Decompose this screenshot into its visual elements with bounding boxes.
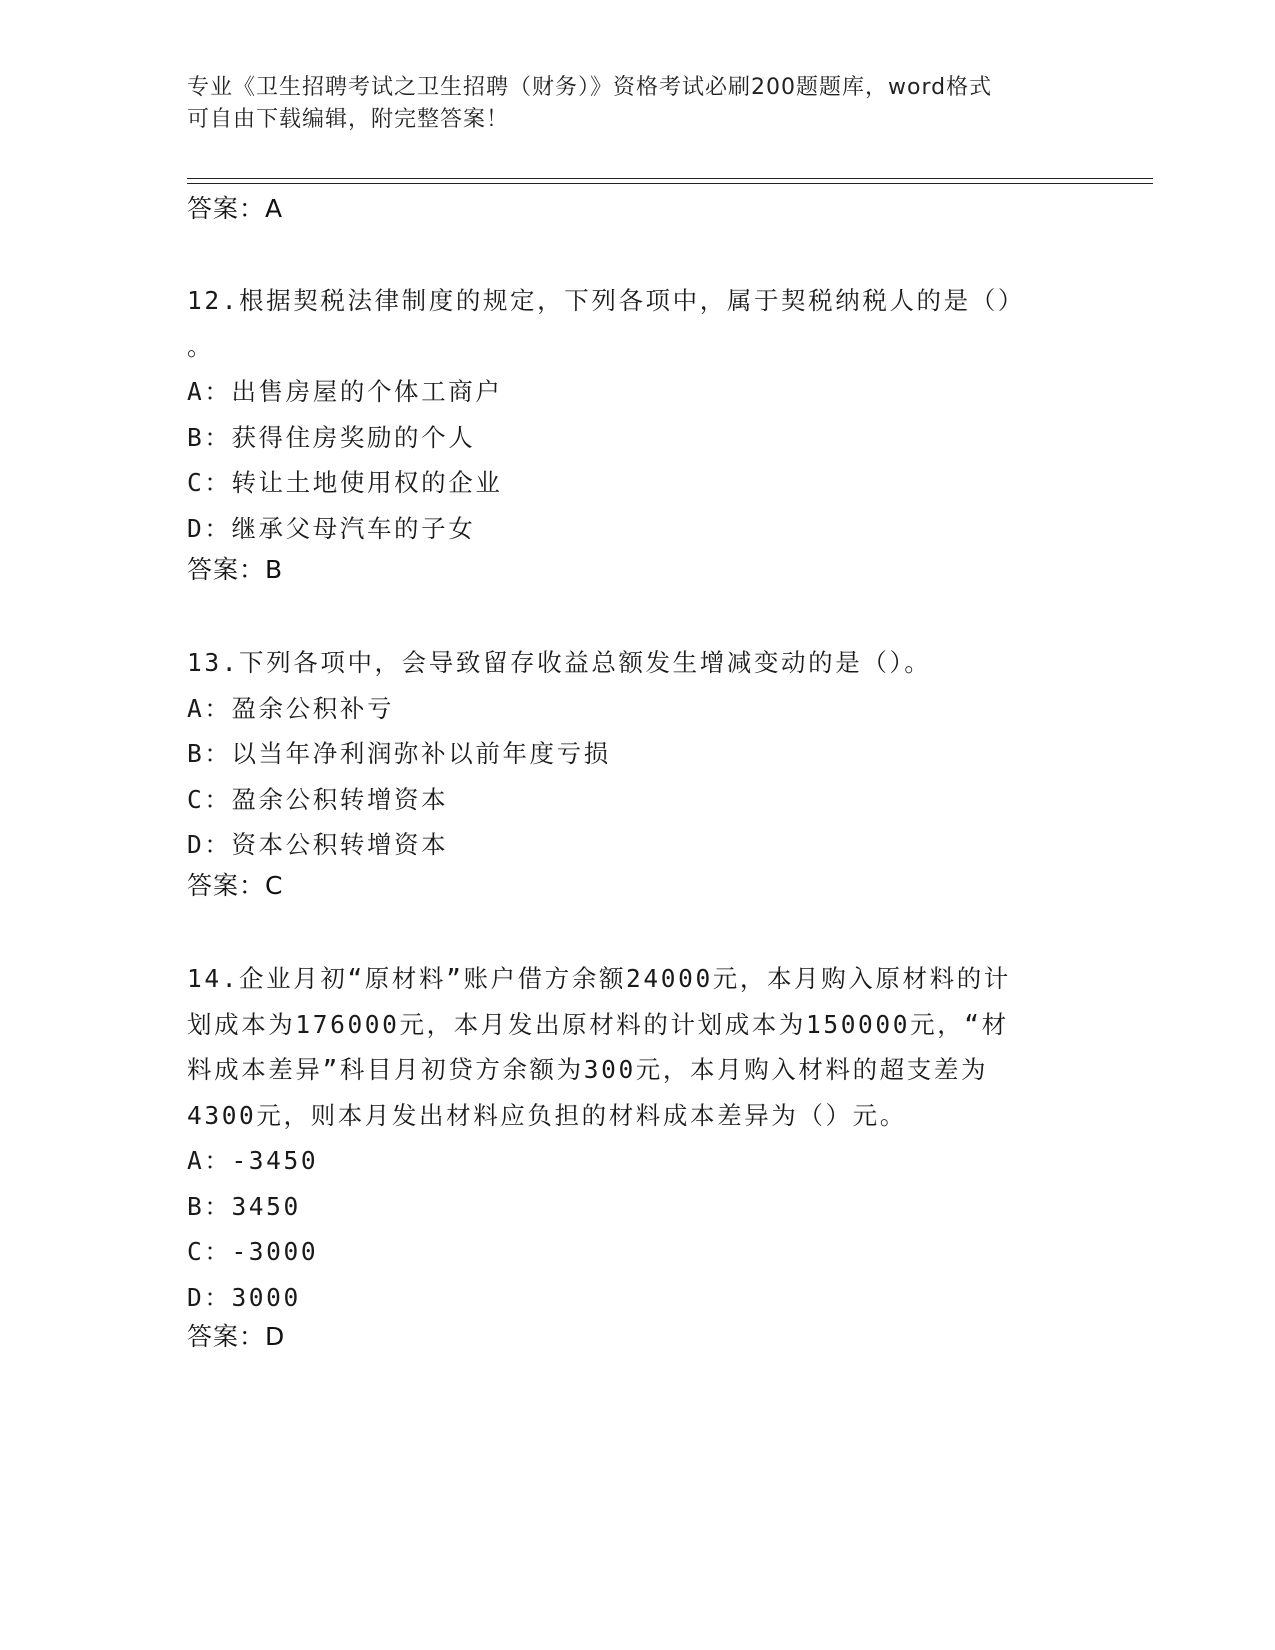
option-b: B：3450 — [187, 1191, 301, 1221]
answer-13: 答案：C — [187, 871, 284, 900]
question-line: 料成本差异”科目月初贷方余额为300元，本月购入材料的超支差为 — [187, 1055, 989, 1084]
option-b: B：以当年净利润弥补以前年度亏损 — [187, 739, 611, 768]
option-a: A：出售房屋的个体工商户 — [187, 377, 503, 406]
option-d: D：资本公积转增资本 — [187, 830, 449, 859]
question-14 — [187, 956, 1087, 1320]
question-13 — [187, 640, 1087, 868]
question-line: 14.企业月初“原材料”账户借方余额24000元，本月购入原材料的计 — [187, 964, 1011, 993]
option-c: C：转让土地使用权的企业 — [187, 468, 503, 497]
header-line-1: 专业《卫生招聘考试之卫生招聘（财务）》资格考试必刷200题题库，word格式 — [187, 75, 993, 100]
option-d: D：3000 — [187, 1282, 301, 1312]
question-line: 12.根据契税法律制度的规定，下列各项中，属于契税纳税人的是（） — [187, 286, 1025, 315]
option-d: D：继承父母汽车的子女 — [187, 513, 476, 543]
header-line-2: 可自由下载编辑，附完整答案！ — [187, 107, 510, 132]
previous-answer: 答案：A — [187, 194, 284, 223]
answer-14: 答案：D — [187, 1322, 286, 1351]
option-b: B：获得住房奖励的个人 — [187, 422, 476, 452]
option-a: A：-3450 — [187, 1146, 319, 1175]
header-divider-bottom — [187, 183, 1153, 184]
question-line: 13.下列各项中，会导致留存收益总额发生增减变动的是（）。 — [187, 648, 932, 677]
question-line: 4300元，则本月发出材料应负担的材料成本差异为（）元。 — [187, 1100, 907, 1130]
question-line: 划成本为176000元，本月发出原材料的计划成本为150000元，“材 — [187, 1009, 1009, 1039]
option-c: C：盈余公积转增资本 — [187, 784, 449, 814]
document-header — [187, 72, 1067, 136]
option-a: A：盈余公积补亏 — [187, 693, 395, 723]
header-divider-top — [187, 178, 1153, 179]
question-line: 。 — [187, 331, 215, 361]
question-12 — [187, 278, 1087, 551]
answer-12: 答案：B — [187, 555, 284, 584]
option-c: C：-3000 — [187, 1237, 319, 1266]
